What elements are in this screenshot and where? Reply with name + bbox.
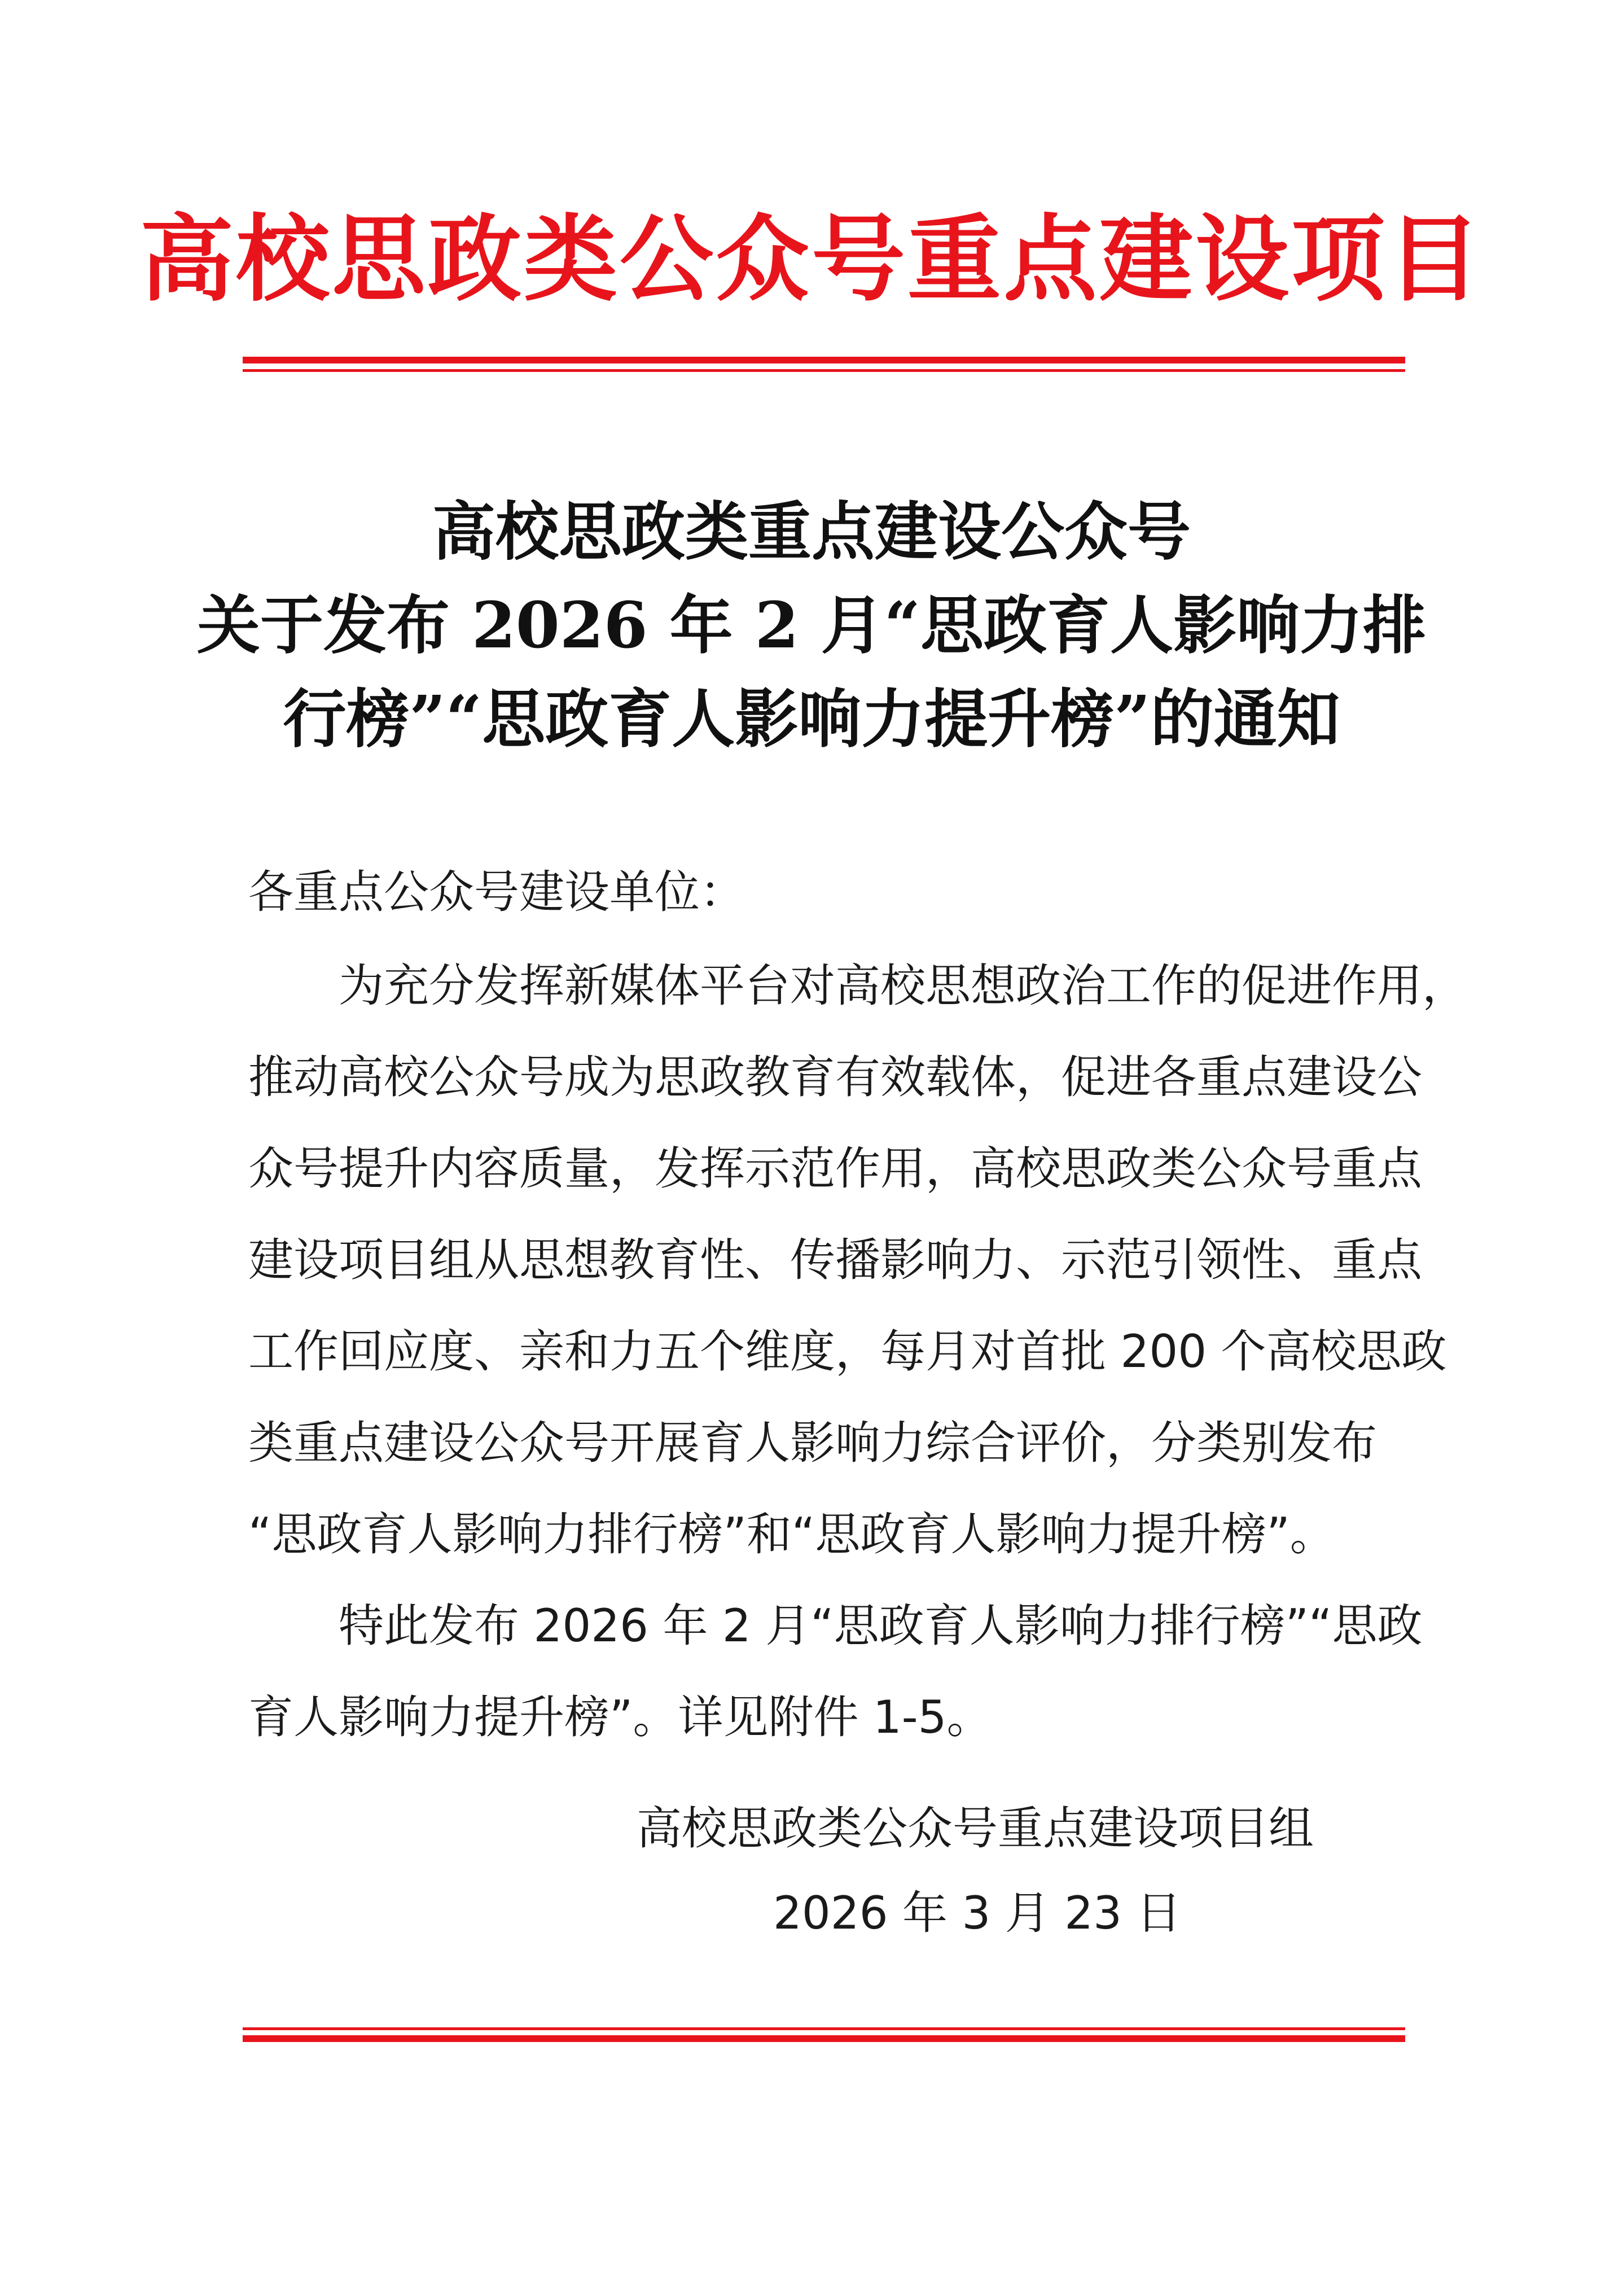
salutation: 各重点公众号建设单位： xyxy=(248,866,745,918)
paragraph-1-line: 建设项目组从思想教育性、传播影响力、示范引领性、重点 xyxy=(248,1234,1422,1286)
paragraph-1-line: 为充分发挥新媒体平台对高校思想政治工作的促进作用， xyxy=(339,959,1467,1012)
paragraph-1-line: “思政育人影响力排行榜”和“思政育人影响力提升榜”。 xyxy=(248,1508,1335,1561)
signature-organization: 高校思政类公众号重点建设项目组 xyxy=(637,1802,1314,1855)
masthead-rule-thin xyxy=(243,369,1405,372)
masthead-rule-thick xyxy=(243,357,1405,363)
masthead-title: 高校思政类公众号重点建设项目 xyxy=(140,204,1483,314)
notice-title-line-2: 关于发布 2026 年 2 月“思政育人影响力排 xyxy=(196,589,1427,663)
paragraph-1-line: 推动高校公众号成为思政教育有效载体，促进各重点建设公 xyxy=(248,1051,1422,1103)
paragraph-2-line: 育人影响力提升榜”。详见附件 1-5。 xyxy=(248,1691,992,1743)
paragraph-1-line: 类重点建设公众号开展育人影响力综合评价，分类别发布 xyxy=(248,1417,1377,1469)
paragraph-1-line: 工作回应度、亲和力五个维度，每月对首批 200 个高校思政 xyxy=(248,1325,1447,1378)
footer-rule-thin xyxy=(243,2027,1405,2030)
signature-date: 2026 年 3 月 23 日 xyxy=(773,1887,1182,1939)
notice-title xyxy=(169,485,1454,766)
notice-body xyxy=(248,847,1467,1763)
paragraph-2-line: 特此发布 2026 年 2 月“思政育人影响力排行榜”“思政 xyxy=(339,1600,1423,1652)
notice-title-line-3: 行榜”“思政育人影响力提升榜”的通知 xyxy=(283,682,1340,756)
paragraph-1-line: 众号提升内容质量，发挥示范作用，高校思政类公众号重点 xyxy=(248,1142,1422,1195)
footer-rule-thick xyxy=(243,2035,1405,2042)
notice-title-line-1: 高校思政类重点建设公众号 xyxy=(432,495,1191,569)
